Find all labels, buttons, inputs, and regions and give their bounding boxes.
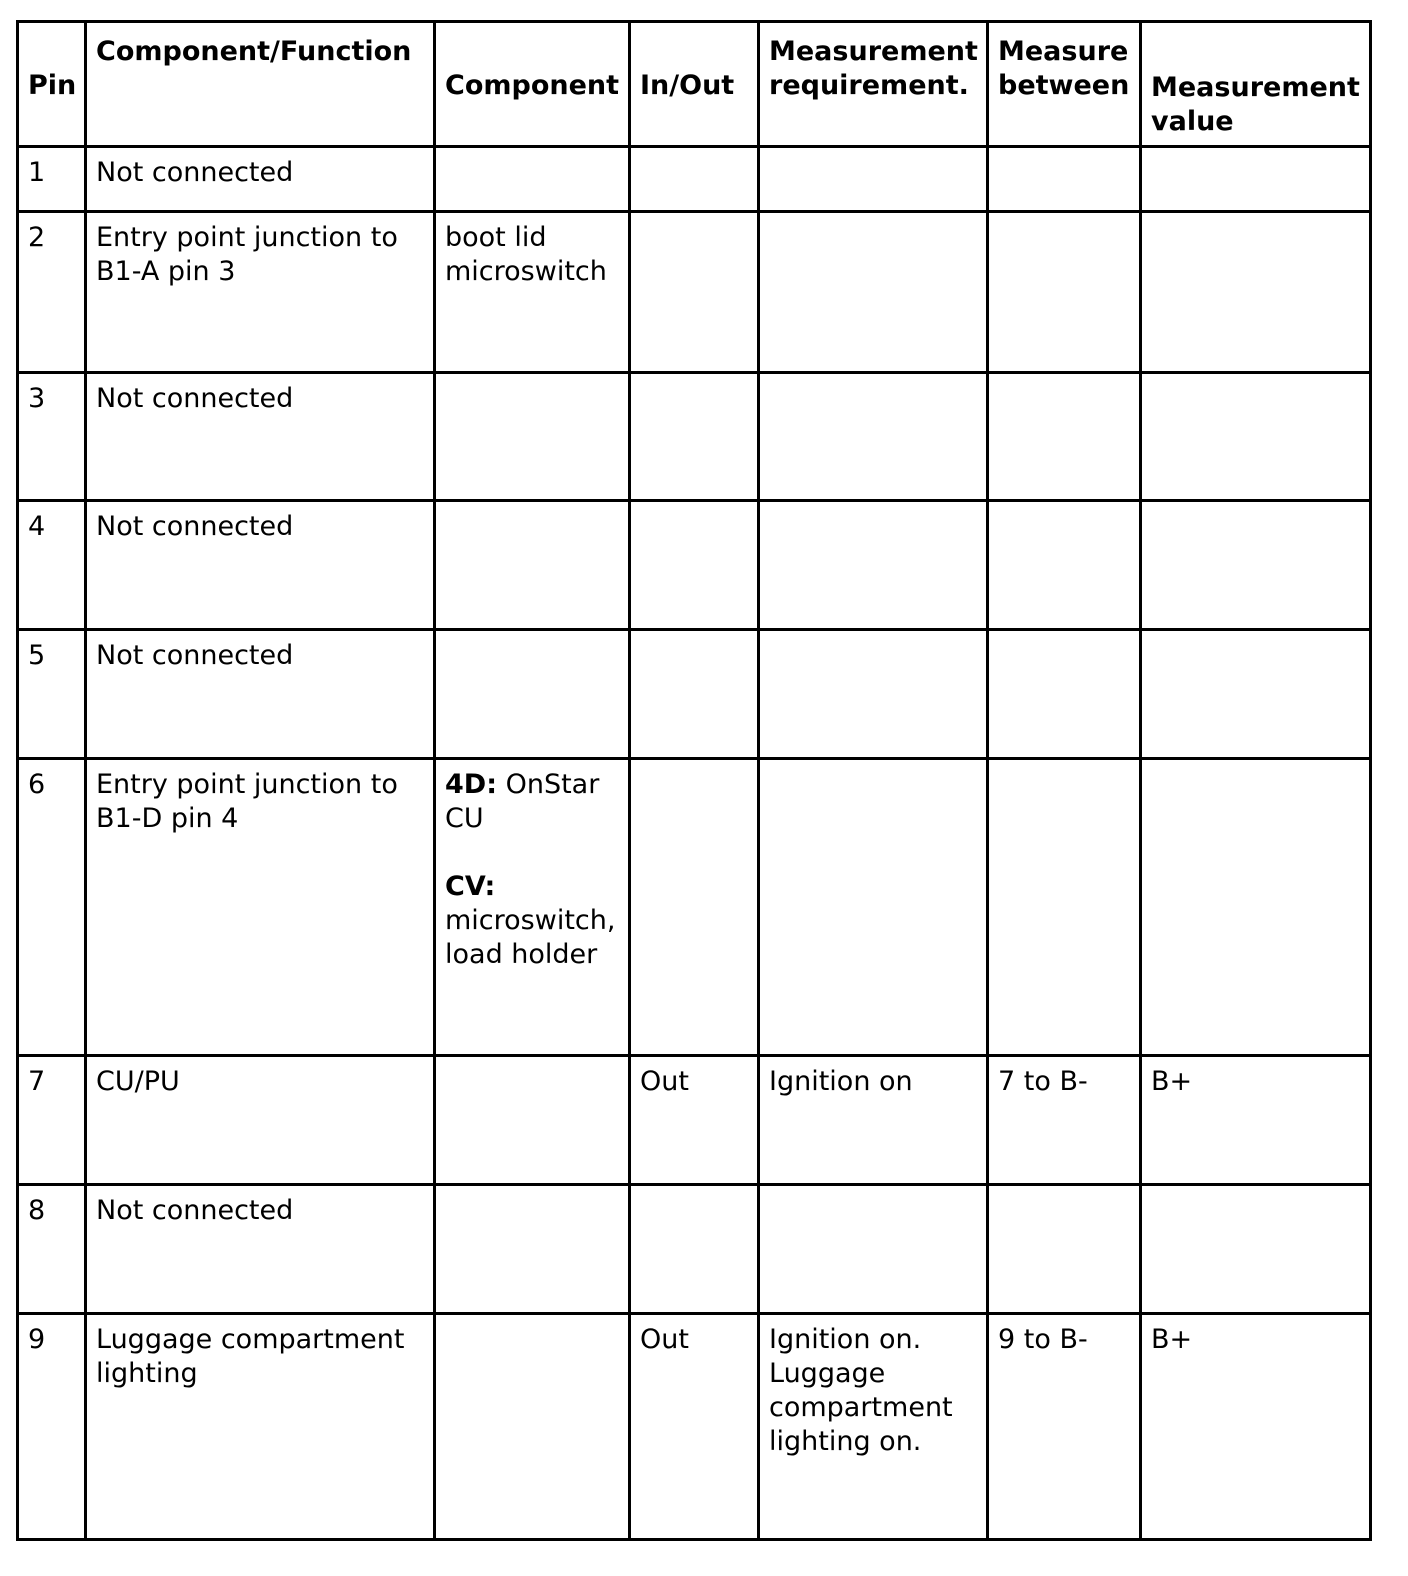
component-cell <box>435 1314 630 1540</box>
component-cell <box>435 759 630 1056</box>
between-cell: 7 to B- <box>988 1056 1141 1185</box>
value-cell <box>1141 212 1371 373</box>
table-row <box>18 1056 1371 1185</box>
pin-cell: 1 <box>18 147 86 212</box>
requirement-cell <box>759 212 988 373</box>
in-out-cell <box>630 1185 759 1314</box>
header-measure-between: Measure between <box>988 22 1141 147</box>
in-out-cell <box>630 630 759 759</box>
component-cell <box>435 630 630 759</box>
between-cell <box>988 212 1141 373</box>
pin-cell: 4 <box>18 501 86 630</box>
component-cv-text: microswitch, load holder <box>445 905 616 970</box>
function-cell: Not connected <box>86 501 435 630</box>
in-out-cell <box>630 501 759 630</box>
in-out-cell <box>630 759 759 1056</box>
table-row <box>18 630 1371 759</box>
value-cell: B+ <box>1141 1056 1371 1185</box>
component-4d-entry <box>445 768 620 836</box>
header-component: Component <box>435 22 630 147</box>
component-cv-entry <box>445 870 620 972</box>
in-out-cell: Out <box>630 1314 759 1540</box>
requirement-cell <box>759 630 988 759</box>
pin-assignment-table <box>16 20 1372 1541</box>
header-measurement-requirement: Measurement requirement. <box>759 22 988 147</box>
header-in-out: In/Out <box>630 22 759 147</box>
function-cell: Luggage compartment lighting <box>86 1314 435 1540</box>
requirement-cell <box>759 373 988 501</box>
between-cell <box>988 1185 1141 1314</box>
component-cell <box>435 501 630 630</box>
between-cell <box>988 759 1141 1056</box>
table-row <box>18 147 1371 212</box>
component-cell <box>435 373 630 501</box>
pin-cell: 6 <box>18 759 86 1056</box>
function-cell: CU/PU <box>86 1056 435 1185</box>
requirement-cell: Ignition on <box>759 1056 988 1185</box>
component-cell: boot lid microswitch <box>435 212 630 373</box>
header-component-function: Component/Function <box>86 22 435 147</box>
table-row <box>18 1185 1371 1314</box>
header-measurement-value: Measurement value <box>1141 22 1371 147</box>
requirement-cell <box>759 501 988 630</box>
requirement-cell: Ignition on. Luggage compartment lighting on. <box>759 1314 988 1540</box>
requirement-cell <box>759 1185 988 1314</box>
between-cell <box>988 147 1141 212</box>
pin-cell: 5 <box>18 630 86 759</box>
function-cell: Not connected <box>86 630 435 759</box>
spacer <box>445 836 620 870</box>
component-cell <box>435 147 630 212</box>
component-4d-text: OnStar CU <box>445 769 600 834</box>
in-out-cell: Out <box>630 1056 759 1185</box>
function-cell: Not connected <box>86 373 435 501</box>
in-out-cell <box>630 212 759 373</box>
function-cell: Entry point junction to B1-A pin 3 <box>86 212 435 373</box>
table-row <box>18 373 1371 501</box>
component-cv-label: CV: <box>445 871 496 902</box>
function-cell: Not connected <box>86 1185 435 1314</box>
between-cell <box>988 630 1141 759</box>
between-cell <box>988 501 1141 630</box>
requirement-cell <box>759 147 988 212</box>
table-row <box>18 1314 1371 1540</box>
between-cell <box>988 373 1141 501</box>
value-cell <box>1141 373 1371 501</box>
value-cell <box>1141 759 1371 1056</box>
between-cell: 9 to B- <box>988 1314 1141 1540</box>
in-out-cell <box>630 373 759 501</box>
requirement-cell <box>759 759 988 1056</box>
value-cell <box>1141 630 1371 759</box>
component-cell <box>435 1056 630 1185</box>
value-cell <box>1141 501 1371 630</box>
pin-cell: 8 <box>18 1185 86 1314</box>
value-cell <box>1141 147 1371 212</box>
value-cell: B+ <box>1141 1314 1371 1540</box>
table-row <box>18 759 1371 1056</box>
function-cell: Not connected <box>86 147 435 212</box>
pin-cell: 2 <box>18 212 86 373</box>
component-4d-label: 4D: <box>445 769 497 800</box>
in-out-cell <box>630 147 759 212</box>
component-cell <box>435 1185 630 1314</box>
function-cell: Entry point junction to B1-D pin 4 <box>86 759 435 1056</box>
table-row <box>18 212 1371 373</box>
header-row <box>18 22 1371 147</box>
pin-cell: 9 <box>18 1314 86 1540</box>
pin-cell: 7 <box>18 1056 86 1185</box>
value-cell <box>1141 1185 1371 1314</box>
header-pin: Pin <box>18 22 86 147</box>
table-row <box>18 501 1371 630</box>
pin-cell: 3 <box>18 373 86 501</box>
